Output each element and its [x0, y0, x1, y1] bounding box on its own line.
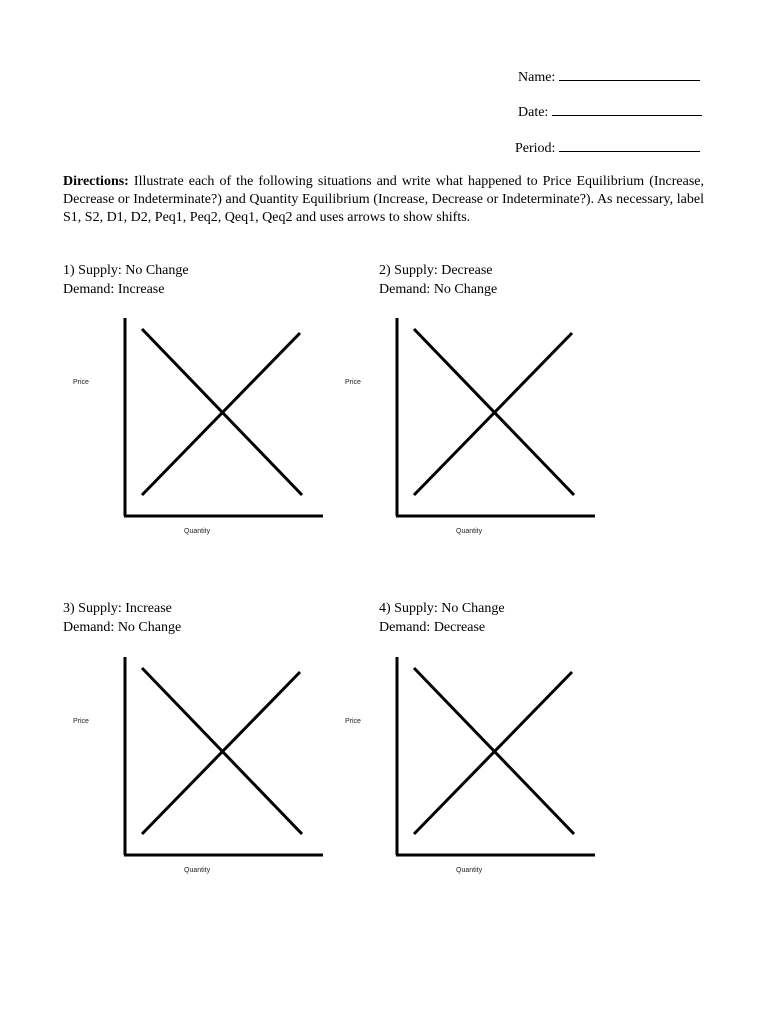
date-blank[interactable]	[552, 102, 702, 116]
problem-1-demand: Demand: Increase	[63, 282, 165, 297]
problem-1-label	[63, 261, 189, 299]
directions-paragraph	[63, 173, 704, 227]
quantity-axis-label: Quantity	[184, 528, 211, 535]
period-label: Period:	[515, 141, 556, 156]
date-field	[518, 102, 702, 121]
problem-1-supply: 1) Supply: No Change	[63, 263, 189, 278]
problem-2-graph[interactable]	[332, 310, 612, 545]
price-axis-label: Price	[73, 718, 89, 725]
problem-3-label	[63, 599, 181, 637]
problem-1-graph[interactable]	[60, 310, 340, 545]
name-field	[518, 67, 700, 86]
problem-4-demand: Demand: Decrease	[379, 620, 486, 635]
name-label: Name:	[518, 70, 556, 85]
directions-lead: Directions:	[63, 174, 129, 189]
problem-4-label	[379, 599, 505, 637]
period-field	[515, 138, 700, 157]
problem-3-demand: Demand: No Change	[63, 620, 182, 635]
problem-3-graph[interactable]	[60, 649, 340, 884]
quantity-axis-label: Quantity	[456, 528, 483, 535]
price-axis-label: Price	[345, 718, 361, 725]
problem-3-supply: 3) Supply: Increase	[63, 601, 172, 616]
supply-curve	[142, 672, 300, 834]
price-axis-label: Price	[345, 379, 361, 386]
supply-curve	[414, 333, 572, 495]
problem-2-demand: Demand: No Change	[379, 282, 498, 297]
date-label: Date:	[518, 105, 549, 120]
quantity-axis-label: Quantity	[184, 867, 211, 874]
price-axis-label: Price	[73, 379, 89, 386]
problem-4-graph[interactable]	[332, 649, 612, 884]
directions-text: Illustrate each of the following situations and write what happened to Price Equilibrium (Increase, Decrease or Indeterminate?) and Quantity Equilibrium (Increase, Decrease or Indeterminate?). As necessary, label S1, S2, D1, D2, Peq1, Peq2, Qeq1, Qeq2 and uses arrows to show shifts.	[63, 174, 704, 225]
quantity-axis-label: Quantity	[456, 867, 483, 874]
problem-2-supply: 2) Supply: Decrease	[379, 263, 493, 278]
problem-2-label	[379, 261, 497, 299]
problem-4-supply: 4) Supply: No Change	[379, 601, 505, 616]
name-blank[interactable]	[559, 67, 700, 81]
supply-curve	[142, 333, 300, 495]
period-blank[interactable]	[559, 138, 700, 152]
supply-curve	[414, 672, 572, 834]
